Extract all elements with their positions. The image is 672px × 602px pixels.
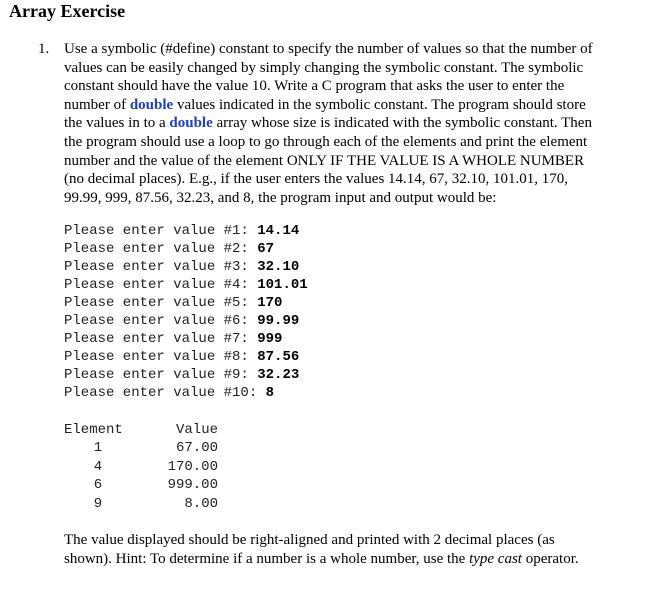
element-number-cell: 9 (93, 495, 103, 512)
console-row (64, 294, 308, 312)
description-text: (no decimal places). E.g., if the user enters the values 14.14, 67, 32.10, 101.01, 170, (64, 171, 569, 188)
note-text-end: operator. (521, 551, 579, 567)
list-item-number: 1. (38, 41, 50, 57)
element-value-cell: 8.00 (184, 495, 218, 512)
description-text: the program should use a loop to go through each of the elements and print the element (64, 133, 588, 150)
console-row (64, 348, 308, 366)
note-line-1: The value displayed should be right-aligned and printed with 2 decimal places (as (64, 532, 555, 548)
console-prompt: Please enter value #4: (64, 277, 258, 293)
description-line (64, 189, 654, 208)
console-row (64, 240, 308, 258)
output-table-body (64, 439, 218, 513)
description-text: values indicated in the symbolic constant. The program should store (173, 96, 586, 113)
console-row (64, 366, 308, 384)
element-number-cell: 4 (93, 458, 103, 475)
console-row (64, 312, 308, 330)
console-row (64, 258, 308, 276)
description-text: Use a symbolic (#define) constant to specify the number of values so that the number of (64, 41, 593, 57)
description-line (64, 114, 654, 133)
description-text: the values in to a (64, 115, 170, 132)
element-value-cell: 999.00 (167, 477, 218, 494)
console-prompt: Please enter value #2: (64, 241, 258, 257)
description-text: array whose size is indicated with the symbolic constant. Then (212, 115, 592, 132)
element-value-cell: 170.00 (167, 458, 218, 475)
description-line (64, 77, 654, 96)
description-text: number of (64, 96, 130, 113)
note-text: shown). Hint: To determine if a number is a whole number, use the (64, 551, 470, 567)
console-user-input: 99.99 (257, 313, 300, 329)
keyword-double: double (169, 115, 213, 132)
console-user-input: 999 (257, 331, 283, 347)
description-line (64, 59, 654, 78)
description-line (64, 170, 654, 189)
description-line (64, 96, 654, 115)
console-user-input: 32.23 (257, 367, 300, 383)
console-prompt: Please enter value #3: (64, 259, 258, 275)
description-line (64, 133, 654, 152)
exercise-note (64, 531, 664, 569)
table-row (64, 495, 218, 513)
console-user-input: 87.56 (257, 349, 300, 365)
console-prompt: Please enter value #10: (64, 385, 266, 401)
table-row (64, 439, 218, 457)
value-column-header: Value (175, 422, 218, 438)
element-value-cell: 67.00 (175, 440, 218, 457)
console-prompt: Please enter value #1: (64, 223, 258, 239)
description-text: constant should have the value 10. Write a C program that asks the user to enter the (64, 78, 565, 95)
element-number-cell: 6 (93, 477, 103, 494)
description-text: values can be easily changed by simply changing the symbolic constant. The symbolic (64, 59, 584, 76)
console-prompt: Please enter value #5: (64, 295, 258, 311)
description-text: number and the value of the element ONLY IF THE VALUE IS A WHOLE NUMBER (64, 152, 585, 169)
console-user-input: 67 (257, 241, 275, 257)
page-title: Array Exercise (9, 1, 126, 21)
console-user-input: 170 (257, 295, 283, 311)
console-user-input: 101.01 (257, 277, 308, 293)
sample-console-input (64, 222, 308, 402)
console-prompt: Please enter value #7: (64, 331, 258, 347)
console-user-input: 14.14 (257, 223, 300, 239)
element-number-cell: 1 (93, 440, 103, 457)
description-line (64, 152, 654, 171)
console-row (64, 222, 308, 240)
console-row (64, 330, 308, 348)
table-row (64, 458, 218, 476)
note-emphasis: type cast (469, 551, 522, 567)
table-row (64, 476, 218, 494)
description-line (64, 40, 654, 59)
output-table-header (64, 421, 218, 439)
console-prompt: Please enter value #6: (64, 313, 258, 329)
element-column-header: Element (64, 422, 123, 438)
console-prompt: Please enter value #9: (64, 367, 258, 383)
console-row (64, 276, 308, 294)
console-prompt: Please enter value #8: (64, 349, 258, 365)
console-row (64, 384, 308, 402)
sample-output-table (64, 421, 218, 513)
note-line-2 (64, 550, 664, 569)
console-user-input: 8 (265, 385, 275, 401)
keyword-double: double (129, 96, 174, 113)
exercise-description (64, 40, 654, 207)
console-user-input: 32.10 (257, 259, 300, 275)
description-text: 99.99, 999, 87.56, 32.23, and 8, the program input and output would be: (64, 189, 497, 206)
